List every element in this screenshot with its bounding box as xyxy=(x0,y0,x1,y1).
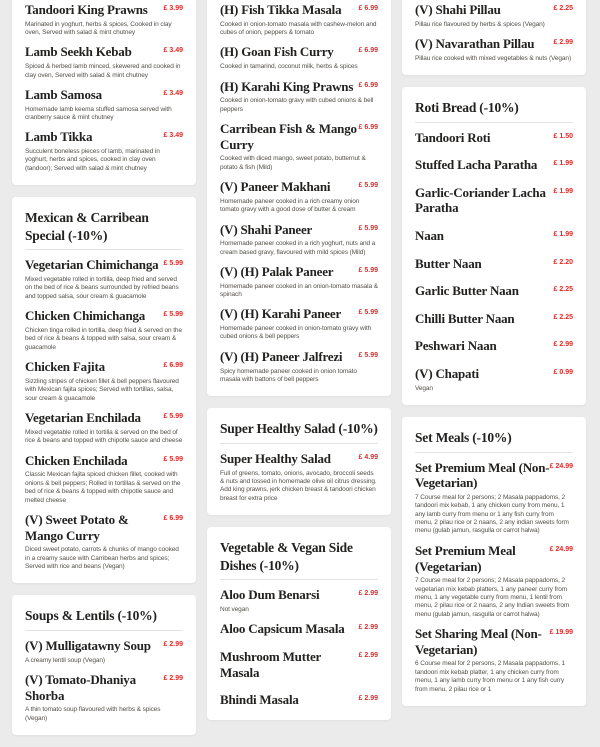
item-name: Mushroom Mutter Masala xyxy=(220,648,321,680)
item-name: Aloo Capsicum Masala xyxy=(220,621,345,637)
item-name: (H) Fish Tikka Masala xyxy=(220,2,342,17)
menu-item[interactable] xyxy=(415,460,573,536)
menu-item-header xyxy=(25,129,183,145)
menu-item-header xyxy=(220,621,378,637)
item-description: A thin tomato soup flavoured with herbs & spices (Vegan) xyxy=(25,706,161,722)
menu-item[interactable] xyxy=(415,185,573,216)
menu-section-card xyxy=(12,0,196,185)
item-description: 7 Course meal for 2 persons; 2 Masala pappadoms, 2 vegetarian mix kebab platters, 1 any paneer curry from menu, 1 any vegetable curry from menu, 1 lentil from menu, 2 pilau rice or 2 naans, 2 any Indian sweets from menu (gulab jamun, rasgulla or carrot halwa) xyxy=(415,577,570,618)
menu-item[interactable] xyxy=(25,359,183,403)
item-description: Homemade lamb keema stuffed samosa served with cranberry sauce & mint chutney xyxy=(25,105,172,121)
item-description: Homemade paneer cooked in a rich creamy onion tomato gravy with a good dose of butter & cream xyxy=(220,197,360,214)
item-name: Chicken Fajita xyxy=(25,359,105,375)
menu-item[interactable] xyxy=(25,672,183,723)
item-price: £ 19.99 xyxy=(549,629,573,637)
item-name: Stuffed Lacha Paratha xyxy=(415,157,538,173)
item-description: Diced sweet potato, carrots & chunks of mango cooked in a creamy sauce with Carribean herbs and spices; Served with rice and beans (Vegan) xyxy=(25,546,179,570)
menu-item-header xyxy=(220,179,378,195)
item-description: Sizzling stripes of chicken fillet & bell peppers flavoured with Mexican fajita spices; Served with tortillas, salsa, sour cream & guacamole xyxy=(25,377,179,402)
item-name: Tandoori King Prawns xyxy=(25,2,148,17)
item-description: Homemade paneer cooked in a rich yoghurt, nuts and a cream based gravy, flavoured with mild spices (Mild) xyxy=(220,240,376,256)
menu-item-header xyxy=(415,228,573,244)
item-price: £ 6.99 xyxy=(163,362,183,370)
menu-item-header xyxy=(415,626,573,657)
menu-item-header xyxy=(25,638,183,654)
menu-item-header xyxy=(415,366,573,382)
menu-item[interactable] xyxy=(220,222,378,257)
menu-item[interactable] xyxy=(220,649,378,680)
item-name: Garlic Butter Naan xyxy=(415,283,519,299)
item-description: Cooked in onion-tomato gravy with cubed onions & bell peppers xyxy=(220,97,374,113)
item-description: Cooked in tamarind, coconut milk, herbs & spices xyxy=(220,63,358,71)
menu-item[interactable] xyxy=(25,453,183,505)
item-name: (V) Chapati xyxy=(415,365,479,381)
item-name: Peshwari Naan xyxy=(415,338,497,354)
item-description: Marinated in yoghurt, herbs & spices, Cooked in clay oven, Served with salad & mint chutney xyxy=(25,20,172,37)
item-price: £ 2.25 xyxy=(553,5,573,12)
menu-item[interactable] xyxy=(25,512,183,572)
item-price: £ 2.99 xyxy=(553,341,573,349)
item-description: Chicken tinga rolled in tortilla, deep fried & served on the bed of rice & beans & topped with salsa, sour cream & guacamole xyxy=(25,326,182,351)
item-price: £ 1.99 xyxy=(553,187,573,195)
item-description: Mixed vegetable rolled in tortilla, deep fried and served on the bed of rice & beans surrounded by refried beans and topped salsa, sour cream & guacamole xyxy=(25,276,179,300)
menu-item-header xyxy=(25,672,183,703)
section-title: Vegetable & Vegan Side Dishes (-10%) xyxy=(220,539,378,580)
item-name: (H) Goan Fish Curry xyxy=(220,44,334,60)
item-price: £ 24.99 xyxy=(549,462,573,470)
menu-section-card xyxy=(12,197,196,583)
menu-item-header xyxy=(415,36,573,52)
section-title: Mexican & Carribean Special (-10%) xyxy=(25,209,183,250)
item-description: A creamy lentil soup (Vegan) xyxy=(25,656,105,664)
menu-item[interactable] xyxy=(415,338,573,354)
menu-item-header xyxy=(415,283,573,299)
menu-item[interactable] xyxy=(220,2,378,37)
menu-section-card xyxy=(207,408,391,515)
item-name: Carribean Fish & Mango Curry xyxy=(220,120,357,152)
item-price: £ 3.49 xyxy=(163,132,183,140)
menu-item-header xyxy=(415,256,573,272)
item-price: £ 6.99 xyxy=(163,514,183,522)
menu-section-card xyxy=(402,417,586,706)
menu-item[interactable] xyxy=(220,587,378,614)
menu-item[interactable] xyxy=(220,79,378,114)
item-name: Super Healthy Salad xyxy=(220,450,331,466)
menu-item-header xyxy=(415,157,573,173)
menu-item-header xyxy=(25,410,183,426)
menu-item-header xyxy=(415,130,573,146)
menu-item[interactable] xyxy=(415,228,573,244)
menu-item-header xyxy=(220,349,378,365)
menu-item-header xyxy=(25,44,183,60)
item-name: Vegetarian Chimichanga xyxy=(25,257,159,273)
item-price: £ 3.99 xyxy=(163,5,183,12)
menu-item[interactable] xyxy=(25,129,183,173)
item-name: (V) Sweet Potato & Mango Curry xyxy=(25,511,129,543)
item-description: Cooked in onion-tomato masala with cashew-melon and cubes of onion, peppers & tomato xyxy=(220,20,377,37)
menu-item[interactable] xyxy=(25,44,183,79)
item-description: Full of greens, tomato, onions, avocado, broccoli seeds & nuts and tossed in homemade olive oil citrus dressing. Add king prawns, jerk chicken breast & tandoori chicken breast for extra price xyxy=(220,469,377,502)
item-name: (V) Paneer Makhani xyxy=(220,179,331,195)
item-description: Pillau rice cooked with mixed vegetables & nuts (Vegan) xyxy=(415,54,572,62)
menu-item-header xyxy=(220,587,378,603)
item-price: £ 6.99 xyxy=(358,81,378,89)
item-price: £ 2.99 xyxy=(358,651,378,659)
menu-item-header xyxy=(220,222,378,238)
menu-item[interactable] xyxy=(415,2,573,29)
item-description: Spicy homemade paneer cooked in onion tomato masala with battons of bell peppers xyxy=(220,367,357,383)
item-price: £ 2.99 xyxy=(163,640,183,648)
item-name: Naan xyxy=(415,227,444,243)
item-name: Chicken Enchilada xyxy=(25,452,128,468)
item-price: £ 3.49 xyxy=(163,89,183,97)
item-description: 6 Course meal for 2 persons, 2 Masala pappadoms, 1 tandoori mix kebab platter, 1 any chicken curry from menu, 1 any lamb curry from menu or 1 any fish curry from menu, 2 pilau rice or 1 xyxy=(415,660,566,693)
item-description: Mixed vegetable rolled in tortilla & served on the bed of rice & beans and topped with chipotle sauce and cheese xyxy=(25,428,183,445)
menu-item[interactable] xyxy=(220,451,378,503)
item-price: £ 4.99 xyxy=(358,453,378,461)
item-price: £ 5.99 xyxy=(358,182,378,190)
item-name: Chilli Butter Naan xyxy=(415,310,515,326)
item-name: Bhindi Masala xyxy=(220,692,299,708)
menu-item-header xyxy=(25,308,183,324)
item-description: 7 Course meal for 2 persons; 2 Masala pappadoms, 2 tandoori mix kebab, 1 any chicken curry from menu, 1 any lamb curry from menu or 1 any fish curry from menu, 2 pilau rice or 2 naans, 2 any indian sweets form menu (gulab jamun, rasgulla or carrot halwa) xyxy=(415,493,569,535)
menu-column-middle xyxy=(207,0,391,732)
menu-item[interactable] xyxy=(25,87,183,122)
item-name: Lamb Tikka xyxy=(25,129,93,145)
item-price: £ 5.99 xyxy=(163,413,183,421)
item-price: £ 2.25 xyxy=(553,313,573,321)
menu-item-header xyxy=(25,87,183,103)
menu-item-header xyxy=(415,185,573,216)
item-price: £ 24.99 xyxy=(549,545,573,553)
menu-item[interactable] xyxy=(25,2,183,37)
section-title: Set Meals (-10%) xyxy=(415,429,573,453)
menu-item-header xyxy=(220,264,378,280)
item-name: (H) Karahi King Prawns xyxy=(220,78,354,94)
menu-item[interactable] xyxy=(220,349,378,384)
item-price: £ 2.99 xyxy=(163,675,183,683)
menu-item[interactable] xyxy=(25,257,183,301)
menu-item-header xyxy=(220,79,378,95)
menu-item-header xyxy=(25,2,183,18)
menu-item-header xyxy=(415,2,573,18)
item-name: Tandoori Roti xyxy=(415,129,491,145)
item-price: £ 0.99 xyxy=(553,368,573,376)
item-price: £ 5.99 xyxy=(358,224,378,232)
menu-item-header xyxy=(220,121,378,152)
item-name: Lamb Seekh Kebab xyxy=(25,44,132,60)
menu-item[interactable] xyxy=(220,264,378,299)
menu-item-header xyxy=(220,649,378,680)
menu-item[interactable] xyxy=(220,621,378,637)
menu-item-header xyxy=(25,512,183,543)
menu-item[interactable] xyxy=(220,121,378,172)
item-name: Garlic-Coriander Lacha Paratha xyxy=(415,184,546,216)
menu-item[interactable] xyxy=(220,179,378,214)
item-name: Lamb Samosa xyxy=(25,86,102,102)
section-title: Soups & Lentils (-10%) xyxy=(25,607,183,631)
item-price: £ 2.20 xyxy=(553,258,573,266)
item-name: (V) Navarathan Pillau xyxy=(415,36,535,52)
item-price: £ 2.99 xyxy=(358,624,378,632)
menu-item[interactable] xyxy=(415,256,573,272)
item-price: £ 2.99 xyxy=(553,39,573,47)
menu-item[interactable] xyxy=(415,283,573,299)
item-price: £ 1.99 xyxy=(553,230,573,238)
menu-column-left xyxy=(12,0,196,747)
item-name: (V) Shahi Paneer xyxy=(220,221,313,237)
menu-item[interactable] xyxy=(415,36,573,63)
menu-item-header xyxy=(25,359,183,375)
item-description: Spiced & herbed lamb minced, skewered and cooked in clay oven, Served with salad & mint chutney xyxy=(25,63,181,79)
menu-item[interactable] xyxy=(415,626,573,694)
item-description: Homemade paneer cooked in an onion-tomato masala & spinach xyxy=(220,282,378,298)
item-name: Set Premium Meal (Vegetarian) xyxy=(415,542,516,574)
item-name: Butter Naan xyxy=(415,255,482,271)
item-name: (V) (H) Karahi Paneer xyxy=(220,306,342,322)
menu-item-header xyxy=(220,451,378,467)
menu-item[interactable] xyxy=(415,366,573,393)
menu-item-header xyxy=(25,257,183,273)
item-price: £ 2.25 xyxy=(553,286,573,294)
section-title: Roti Bread (-10%) xyxy=(415,99,573,123)
item-price: £ 6.99 xyxy=(358,5,378,12)
menu-item-header xyxy=(415,543,573,574)
menu-item-header xyxy=(220,306,378,322)
menu-section-card xyxy=(12,595,196,735)
item-price: £ 5.99 xyxy=(163,455,183,463)
item-price: £ 5.99 xyxy=(163,311,183,319)
menu-item[interactable] xyxy=(25,308,183,352)
menu-item-header xyxy=(415,311,573,327)
item-description: Pillau rice flavoured by herbs & spices (Vegan) xyxy=(415,20,545,28)
menu-item[interactable] xyxy=(25,410,183,445)
item-price: £ 1.50 xyxy=(553,132,573,140)
item-price: £ 1.99 xyxy=(553,160,573,168)
menu-item[interactable] xyxy=(25,638,183,665)
item-price: £ 3.49 xyxy=(163,47,183,55)
menu-item-header xyxy=(220,2,378,18)
item-price: £ 2.99 xyxy=(358,590,378,598)
item-price: £ 5.99 xyxy=(358,309,378,317)
item-name: Chicken Chimichanga xyxy=(25,308,146,324)
menu-item[interactable] xyxy=(415,157,573,173)
item-price: £ 5.99 xyxy=(358,266,378,274)
item-price: £ 6.99 xyxy=(358,47,378,55)
menu-item[interactable] xyxy=(220,306,378,341)
item-description: Vegan xyxy=(415,384,433,392)
item-name: (V) (H) Paneer Jalfrezi xyxy=(220,348,343,364)
menu-section-card xyxy=(402,0,586,75)
item-name: (V) Mulligatawny Soup xyxy=(25,637,151,653)
menu-section-card xyxy=(402,87,586,405)
item-description: Classic Mexican fajita spiced chicken fillet, cooked with onions & bell peppers; Rolled in tortillas & served on the bed of rice & beans & topped with chipotle sauce and melted cheese xyxy=(25,471,181,504)
menu-section-card xyxy=(207,527,391,720)
menu-item[interactable] xyxy=(415,543,573,619)
item-name: Set Premium Meal (Non-Vegetarian) xyxy=(415,459,550,491)
menu-item[interactable] xyxy=(220,44,378,71)
section-title: Super Healthy Salad (-10%) xyxy=(220,420,378,444)
item-description: Not vegan xyxy=(220,605,249,613)
item-price: £ 5.99 xyxy=(358,351,378,359)
item-name: Set Sharing Meal (Non-Vegetarian) xyxy=(415,626,542,657)
item-name: (V) (H) Palak Paneer xyxy=(220,263,334,279)
menu-item-header xyxy=(25,453,183,469)
item-description: Cooked with diced mango, sweet potato, butternut & potato & fish (Mild) xyxy=(220,155,366,171)
item-name: (V) Shahi Pillau xyxy=(415,2,501,17)
menu-column-right xyxy=(402,0,586,718)
item-price: £ 6.99 xyxy=(358,123,378,131)
menu-section-card xyxy=(207,0,391,396)
item-name: Vegetarian Enchilada xyxy=(25,410,141,426)
menu-item-header xyxy=(415,338,573,354)
menu-item[interactable] xyxy=(415,130,573,146)
item-description: Succulent boneless pieces of lamb, marinated in yoghurt, herbs and spices, cooked in clay oven (tandoor); Served with salad & mint chutney xyxy=(25,148,160,172)
menu-item-header xyxy=(415,460,573,491)
item-name: Aloo Dum Benarsi xyxy=(220,587,320,603)
item-price: £ 5.99 xyxy=(163,260,183,268)
item-description: Homemade paneer cooked in onion-tomato gravy with cubed onions & bell peppers xyxy=(220,325,372,341)
item-name: (V) Tomato-Dhaniya Shorba xyxy=(25,672,136,703)
menu-item[interactable] xyxy=(415,311,573,327)
menu-item-header xyxy=(220,44,378,60)
item-price: £ 2.99 xyxy=(358,695,378,703)
